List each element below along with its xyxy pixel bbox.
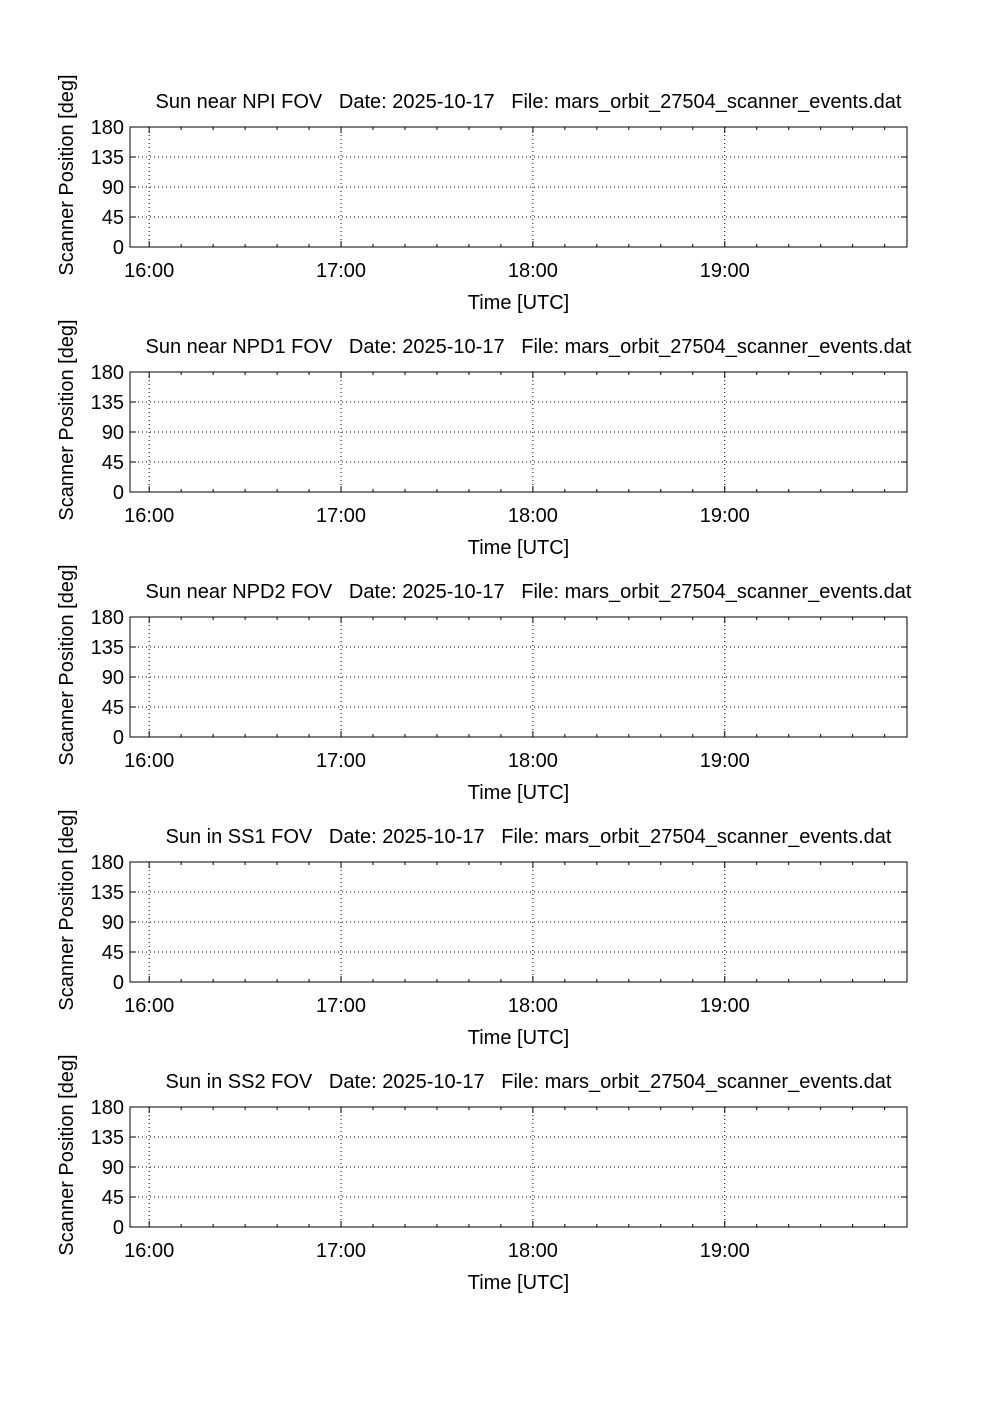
x-axis-label: Time [UTC]	[467, 1027, 570, 1049]
y-axis-label: Scanner Position [deg]	[56, 1054, 78, 1256]
x-tick-label: 19:00	[699, 1240, 750, 1262]
panel-1	[56, 74, 907, 314]
y-tick-label: 90	[101, 422, 124, 444]
x-axis-label: Time [UTC]	[467, 537, 570, 559]
y-tick-label: 180	[90, 852, 124, 874]
y-tick-label: 135	[90, 1127, 124, 1149]
panel-title: Sun near NPD2 FOV Date: 2025-10-17 File: mars_orbit_27504_scanner_events.dat	[145, 581, 912, 603]
y-tick-label: 90	[101, 912, 124, 934]
y-tick-label: 135	[90, 392, 124, 414]
panel-5	[56, 1054, 907, 1294]
y-tick-label: 45	[101, 942, 124, 964]
y-axis-label: Scanner Position [deg]	[56, 319, 78, 521]
y-tick-label: 0	[112, 972, 124, 994]
x-tick-label: 16:00	[124, 1240, 175, 1262]
x-tick-label: 16:00	[124, 260, 175, 282]
x-tick-label: 16:00	[124, 995, 175, 1017]
y-tick-label: 45	[101, 1187, 124, 1209]
x-tick-label: 17:00	[316, 1240, 367, 1262]
x-tick-label: 17:00	[316, 260, 367, 282]
panel-title: Sun near NPI FOV Date: 2025-10-17 File: mars_orbit_27504_scanner_events.dat	[155, 91, 902, 113]
y-tick-label: 135	[90, 147, 124, 169]
x-tick-label: 17:00	[316, 750, 367, 772]
y-tick-label: 0	[112, 1217, 124, 1239]
x-tick-label: 18:00	[507, 505, 558, 527]
y-tick-label: 135	[90, 882, 124, 904]
x-axis-label: Time [UTC]	[467, 782, 570, 804]
y-tick-label: 45	[101, 207, 124, 229]
x-tick-label: 16:00	[124, 505, 175, 527]
x-tick-label: 18:00	[507, 995, 558, 1017]
y-tick-label: 90	[101, 177, 124, 199]
y-axis-label: Scanner Position [deg]	[56, 74, 78, 276]
y-tick-label: 180	[90, 117, 124, 139]
y-axis-label: Scanner Position [deg]	[56, 809, 78, 1011]
panel-4	[56, 809, 907, 1049]
x-tick-label: 19:00	[699, 995, 750, 1017]
y-tick-label: 180	[90, 607, 124, 629]
y-tick-label: 135	[90, 637, 124, 659]
y-tick-label: 45	[101, 697, 124, 719]
x-axis-label: Time [UTC]	[467, 292, 570, 314]
y-tick-label: 0	[112, 482, 124, 504]
x-tick-label: 18:00	[507, 260, 558, 282]
y-tick-label: 45	[101, 452, 124, 474]
y-tick-label: 0	[112, 237, 124, 259]
x-tick-label: 19:00	[699, 505, 750, 527]
panel-3	[56, 564, 912, 804]
x-tick-label: 18:00	[507, 1240, 558, 1262]
y-tick-label: 180	[90, 1097, 124, 1119]
y-tick-label: 90	[101, 1157, 124, 1179]
y-axis-label: Scanner Position [deg]	[56, 564, 78, 766]
x-tick-label: 18:00	[507, 750, 558, 772]
panel-title: Sun in SS2 FOV Date: 2025-10-17 File: mars_orbit_27504_scanner_events.dat	[165, 1071, 892, 1093]
y-tick-label: 90	[101, 667, 124, 689]
x-tick-label: 16:00	[124, 750, 175, 772]
x-tick-label: 17:00	[316, 995, 367, 1017]
y-tick-label: 0	[112, 727, 124, 749]
panel-title: Sun in SS1 FOV Date: 2025-10-17 File: mars_orbit_27504_scanner_events.dat	[165, 826, 892, 848]
x-tick-label: 19:00	[699, 750, 750, 772]
x-tick-label: 17:00	[316, 505, 367, 527]
x-axis-label: Time [UTC]	[467, 1272, 570, 1294]
y-tick-label: 180	[90, 362, 124, 384]
x-tick-label: 19:00	[699, 260, 750, 282]
panel-title: Sun near NPD1 FOV Date: 2025-10-17 File: mars_orbit_27504_scanner_events.dat	[145, 336, 912, 358]
panel-2	[56, 319, 912, 559]
